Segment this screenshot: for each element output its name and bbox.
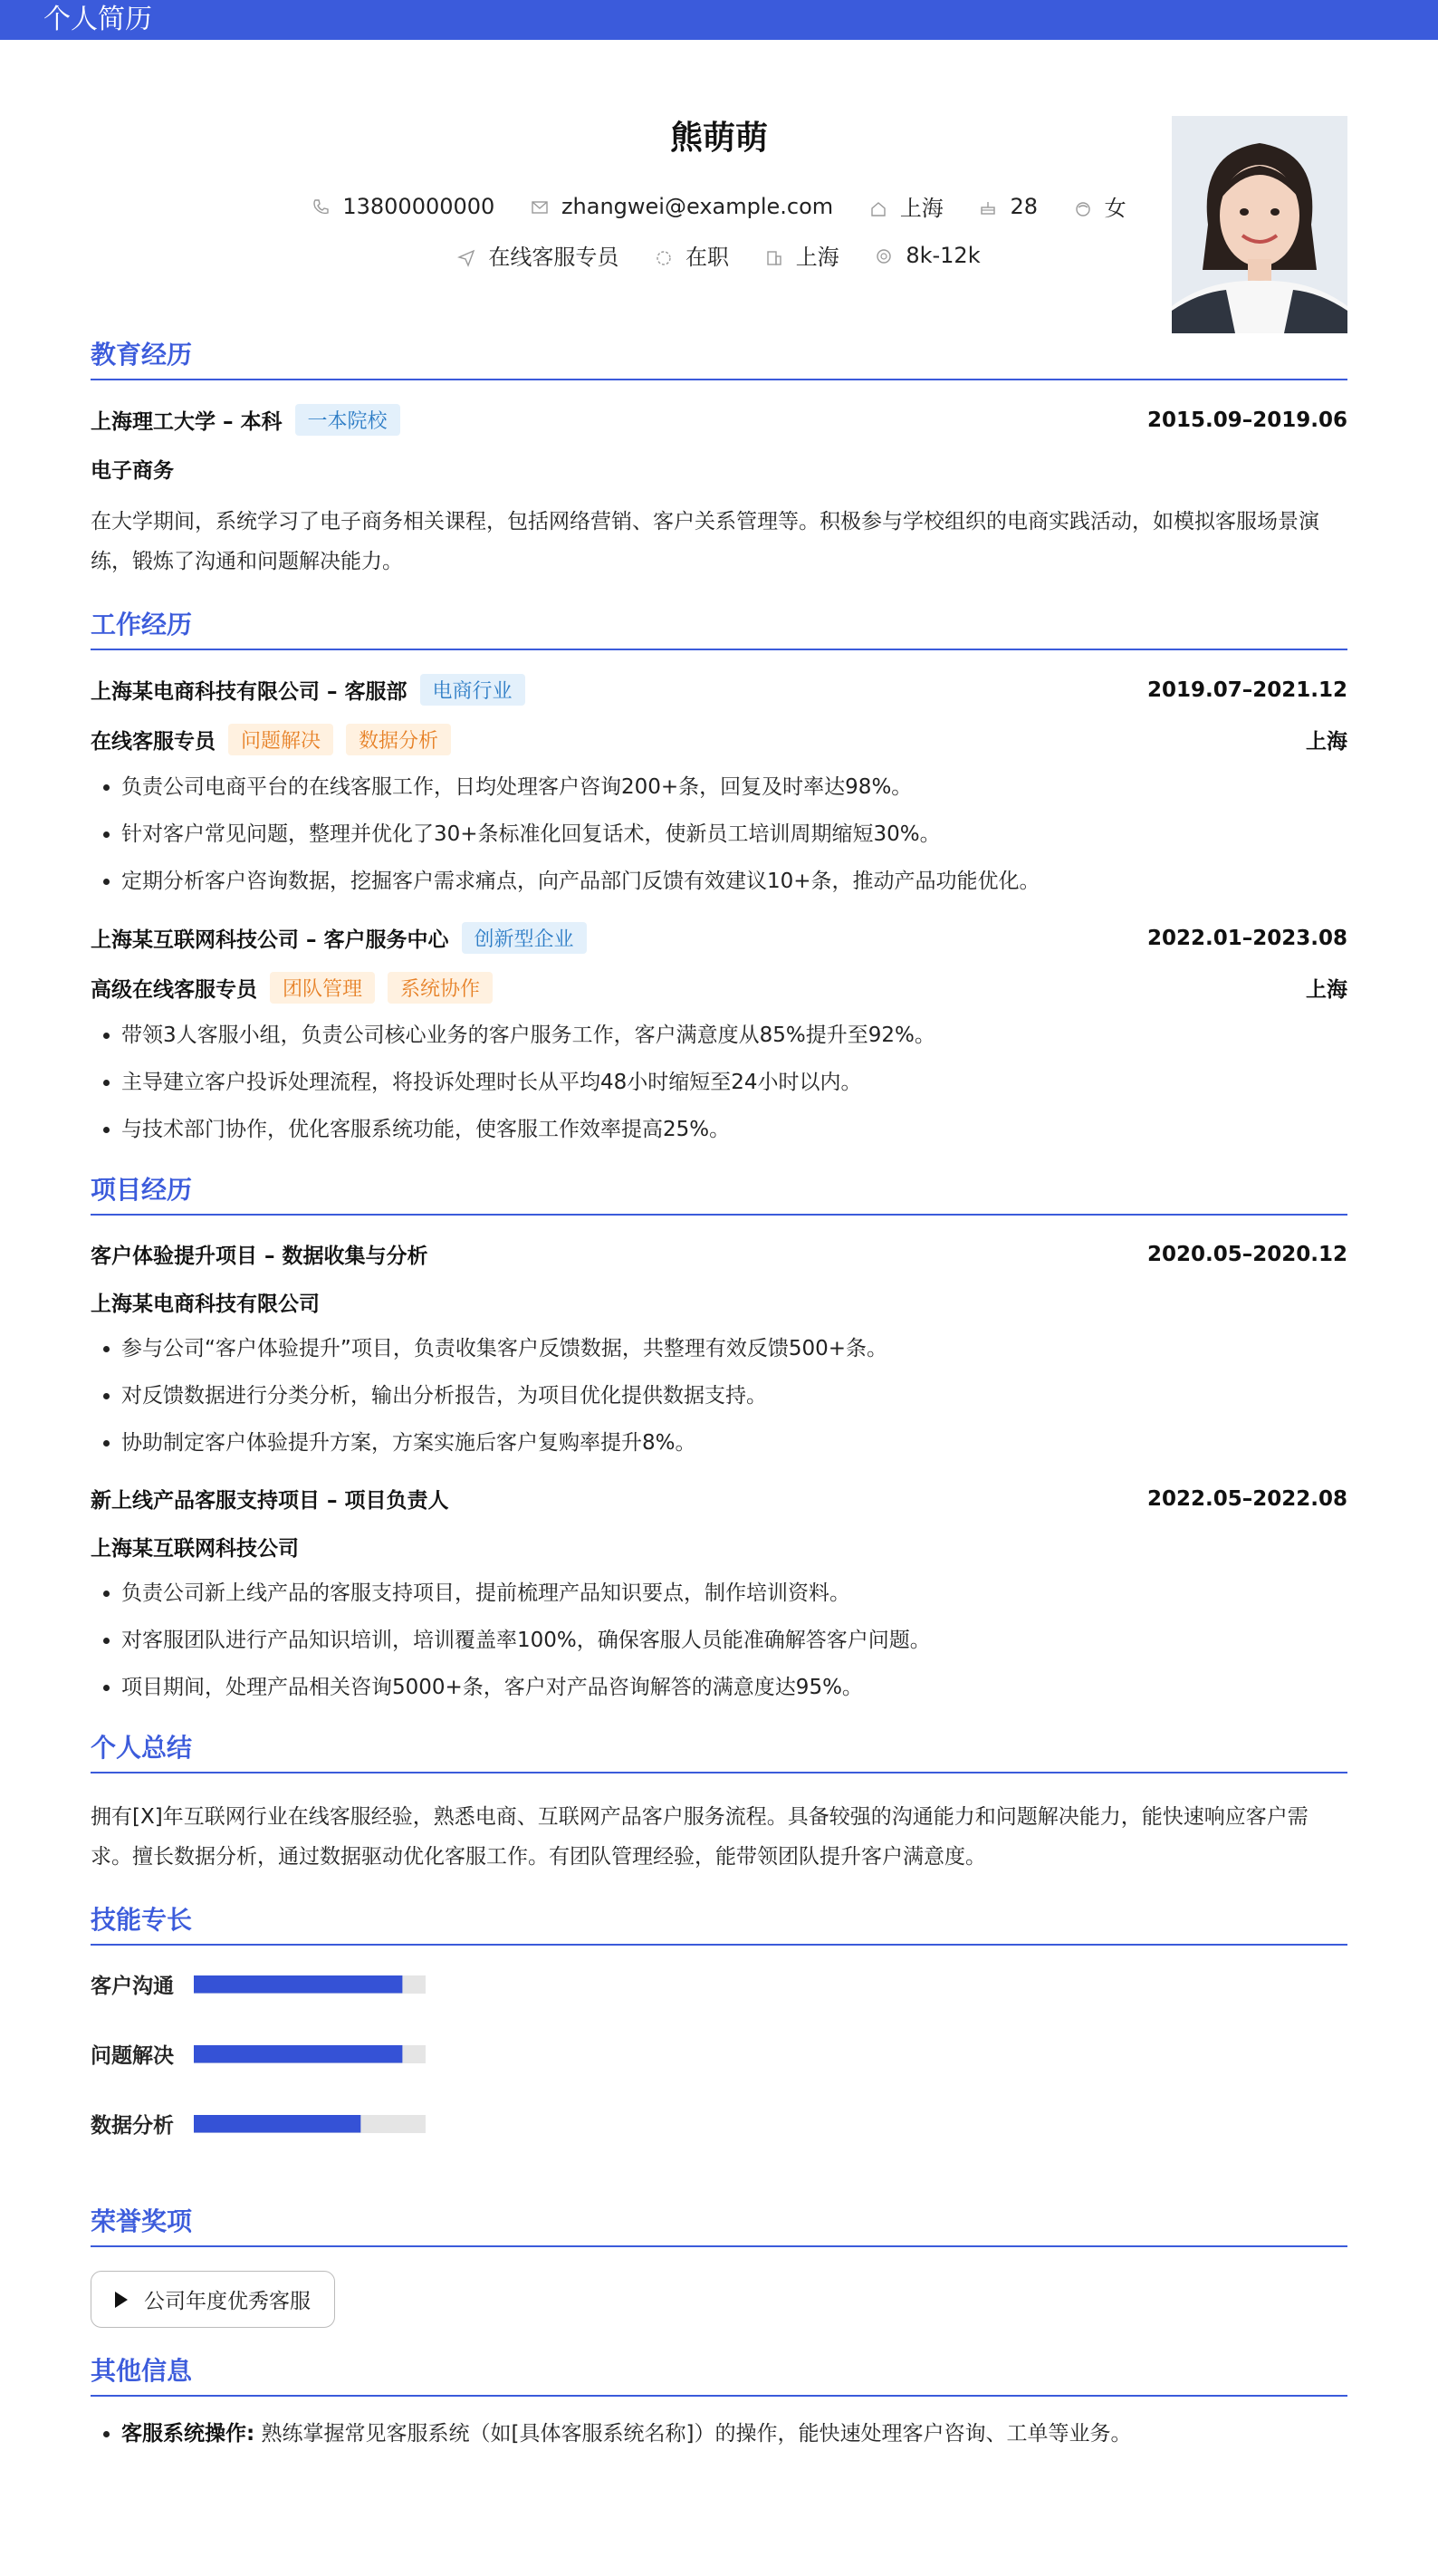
- project-bullet: • 项目期间，处理产品相关咨询5000+条，客户对产品咨询解答的满意度达95%。: [121, 1674, 1347, 1701]
- salary-text: 8k-12k: [906, 242, 981, 268]
- home-icon: [869, 200, 887, 218]
- project-company: 上海某互联网科技公司: [91, 1537, 299, 1561]
- job-bullets: [91, 774, 1347, 895]
- portrait-image: [1172, 116, 1347, 333]
- email-text: zhangwei@example.com: [561, 193, 834, 219]
- skill-fill: [194, 2045, 402, 2063]
- job-item: [91, 922, 1347, 1143]
- job-item: [91, 674, 1347, 895]
- projects-title: 项目经历: [91, 1170, 1347, 1216]
- topbar-title: 个人简历: [43, 4, 152, 35]
- job-city: 上海: [1306, 730, 1347, 754]
- job-city: 上海: [1306, 978, 1347, 1002]
- age-text: 28: [1010, 193, 1038, 219]
- phone-text: 13800000000: [342, 193, 495, 219]
- project-bullet: • 参与公司“客户体验提升”项目，负责收集客户反馈数据，共整理有效反馈500+条。: [121, 1335, 1347, 1362]
- project-bullets: [91, 1580, 1347, 1701]
- work-section: [91, 605, 1347, 1143]
- resume-page: [0, 40, 1438, 2447]
- page-topbar: [0, 0, 1438, 40]
- gender-icon: [1074, 200, 1092, 218]
- project-item: [91, 1239, 1347, 1456]
- skills-list: [91, 1969, 1347, 2178]
- job-skill-tag: 系统协作: [388, 972, 493, 1004]
- position-text: 在线客服专员: [488, 245, 619, 270]
- project-company-row: [91, 1287, 1347, 1317]
- job-company: 上海某电商科技有限公司 – 客服部: [91, 680, 407, 704]
- project-header-row: [91, 1239, 1347, 1269]
- job-skill-tag: 问题解决: [228, 724, 333, 755]
- awards-section: [91, 2202, 1347, 2328]
- skill-fill: [194, 1975, 402, 1994]
- job-bullets: [91, 1022, 1347, 1143]
- education-section: [91, 335, 1347, 582]
- other-list: [91, 2420, 1347, 2447]
- skills-section: [91, 1900, 1347, 2178]
- other-title: 其他信息: [91, 2351, 1347, 2397]
- major-name: 电子商务: [91, 459, 174, 483]
- project-bullet: • 对反馈数据进行分类分析，输出分析报告，为项目优化提供数据支持。: [121, 1382, 1347, 1409]
- contact-row: [91, 190, 1347, 222]
- education-title: 教育经历: [91, 335, 1347, 380]
- candidate-name: 熊萌萌: [669, 120, 768, 157]
- gender-info: [1074, 190, 1126, 222]
- job-skill-tag: 数据分析: [346, 724, 451, 755]
- skill-fill: [194, 2115, 360, 2133]
- email-icon: [531, 198, 549, 216]
- location-text: 上海: [899, 196, 944, 221]
- skill-item: [91, 2039, 730, 2069]
- job-header-row: [91, 922, 1347, 954]
- job-bullet: • 与技术部门协作，优化客服系统功能，使客服工作效率提高25%。: [121, 1116, 1347, 1143]
- skill-bar: [194, 2045, 426, 2063]
- project-item: [91, 1484, 1347, 1701]
- project-period: 2022.05–2022.08: [1146, 1486, 1347, 1511]
- summary-text: 拥有[X]年互联网行业在线客服经验，熟悉电商、互联网产品客户服务流程。具备较强的沟通能力和问题解决能力，能快速响应客户需求。擅长数据分析，通过数据驱动优化客服工作。有团队管理经验，能带领团队提升客户满意度。: [91, 1805, 1309, 1869]
- school-tag: 一本院校: [295, 404, 400, 436]
- summary-section: [91, 1728, 1347, 1877]
- job-company: 上海某互联网科技公司 – 客户服务中心: [91, 928, 449, 952]
- education-header-row: [91, 404, 1347, 436]
- coin-icon: [875, 247, 893, 265]
- work-title: 工作经历: [91, 605, 1347, 650]
- job-role: 在线客服专员: [91, 730, 216, 754]
- other-item: [121, 2420, 1347, 2447]
- skill-bar: [194, 2115, 426, 2133]
- skills-title: 技能专长: [91, 1900, 1347, 1946]
- project-bullet: • 对客服团队进行产品知识培训，培训覆盖率100%，确保客服人员能准确解答客户问题。: [121, 1627, 1347, 1654]
- other-label: 客服系统操作:: [121, 2422, 255, 2446]
- cake-icon: [979, 198, 997, 216]
- profile-photo: [1172, 116, 1347, 333]
- job-bullet: • 负责公司电商平台的在线客服工作，日均处理客户咨询200+条，回复及时率达98%。: [121, 774, 1347, 801]
- salary-info: [875, 243, 980, 268]
- project-bullet: • 协助制定客户体验提升方案，方案实施后客户复购率提升8%。: [121, 1429, 1347, 1456]
- other-section: [91, 2351, 1347, 2447]
- city-text: 上海: [795, 245, 839, 270]
- skill-label: 数据分析: [91, 2114, 174, 2138]
- education-major-row: [91, 454, 1347, 484]
- job-period: 2019.07–2021.12: [1146, 678, 1347, 702]
- job-role-row: [91, 972, 1347, 1004]
- project-bullets: [91, 1335, 1347, 1456]
- resume-header: [91, 40, 1347, 312]
- location-info: [869, 190, 944, 222]
- education-period: 2015.09–2019.06: [1146, 408, 1347, 432]
- gender-text: 女: [1104, 196, 1126, 221]
- education-desc: 在大学期间，系统学习了电子商务相关课程，包括网络营销、客户关系管理等。积极参与学校组织的电商实践活动，如模拟客服场景演练，锻炼了沟通和问题解决能力。: [91, 510, 1319, 573]
- job-intent-row: [91, 239, 1347, 271]
- job-industry-tag: 创新型企业: [462, 922, 587, 954]
- triangle-icon: [115, 2292, 128, 2308]
- skill-label: 问题解决: [91, 2044, 174, 2068]
- job-skill-tag: 团队管理: [270, 972, 375, 1004]
- city-info: [765, 239, 839, 271]
- job-role: 高级在线客服专员: [91, 978, 257, 1002]
- job-bullet: • 定期分析客户咨询数据，挖掘客户需求痛点，向产品部门反馈有效建议10+条，推动产品功能优化。: [121, 868, 1347, 895]
- projects-section: [91, 1170, 1347, 1701]
- award-name: 公司年度优秀客服: [144, 2290, 311, 2313]
- project-period: 2020.05–2020.12: [1146, 1242, 1347, 1266]
- status-icon: [655, 249, 673, 267]
- phone-icon: [312, 198, 330, 216]
- job-period: 2022.01–2023.08: [1146, 926, 1347, 950]
- project-name: 客户体验提升项目 – 数据收集与分析: [91, 1245, 428, 1268]
- skill-bar: [194, 1975, 426, 1994]
- job-bullet: • 带领3人客服小组，负责公司核心业务的客户服务工作，客户满意度从85%提升至92%。: [121, 1022, 1347, 1049]
- job-header-row: [91, 674, 1347, 706]
- status-text: 在职: [685, 245, 730, 270]
- project-company: 上海某电商科技有限公司: [91, 1293, 320, 1316]
- job-role-row: [91, 724, 1347, 755]
- project-header-row: [91, 1484, 1347, 1514]
- position-info: [457, 239, 618, 271]
- awards-title: 荣誉奖项: [91, 2202, 1347, 2247]
- age-info: [979, 194, 1038, 219]
- project-bullet: • 负责公司新上线产品的客服支持项目，提前梳理产品知识要点，制作培训资料。: [121, 1580, 1347, 1607]
- building-icon: [765, 249, 783, 267]
- skill-item: [91, 2109, 730, 2139]
- summary-title: 个人总结: [91, 1728, 1347, 1773]
- project-company-row: [91, 1532, 1347, 1562]
- school-name: 上海理工大学 – 本科: [91, 410, 283, 434]
- other-text: 熟练掌握常见客服系统（如[具体客服系统名称]）的操作，能快速处理客户咨询、工单等业务。: [261, 2422, 1132, 2446]
- skill-label: 客户沟通: [91, 1975, 174, 1998]
- skill-item: [91, 1969, 730, 1999]
- email-info: [531, 194, 833, 219]
- phone-info: [312, 194, 494, 219]
- send-icon: [457, 249, 475, 267]
- job-industry-tag: 电商行业: [420, 674, 525, 706]
- award-item: [91, 2271, 335, 2328]
- job-bullet: • 主导建立客户投诉处理流程，将投诉处理时长从平均48小时缩短至24小时以内。: [121, 1069, 1347, 1096]
- job-bullet: • 针对客户常见问题，整理并优化了30+条标准化回复话术，使新员工培训周期缩短30%。: [121, 821, 1347, 848]
- status-info: [655, 239, 729, 271]
- project-name: 新上线产品客服支持项目 – 项目负责人: [91, 1489, 449, 1513]
